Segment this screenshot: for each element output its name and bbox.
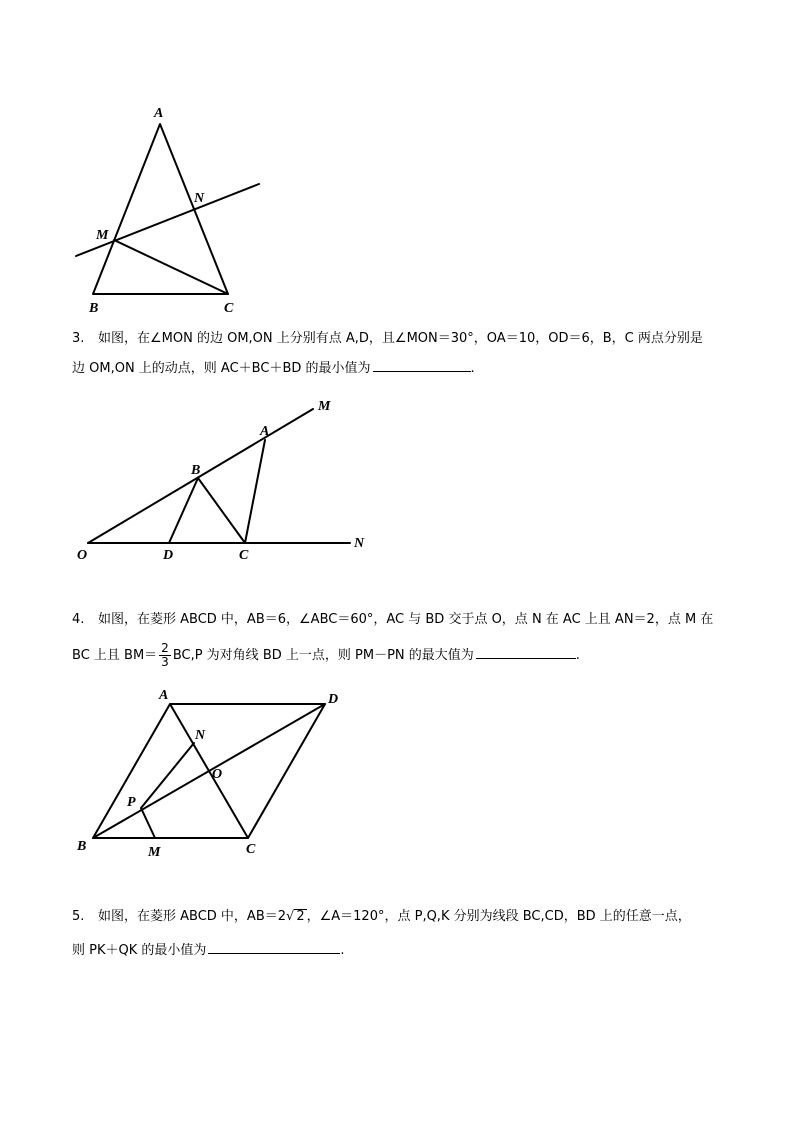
question-5-text-1a: 如图，在菱形 ABCD 中，AB＝2 [98,909,287,924]
label-m: M [148,845,161,860]
segment-pn [141,743,194,808]
sqrt-argument: 2 [296,909,305,924]
question-number: 4. [72,612,85,627]
rhombus-abcd [93,704,325,838]
label-n: N [194,191,205,206]
question-3-line-1 [72,324,732,354]
segment-mc [114,240,228,294]
question-5-line-1 [72,902,732,932]
question-4-text-2a: BC 上且 BM＝ [72,648,158,663]
segment-bc [198,478,245,543]
triangle-abc [93,124,228,294]
label-c: C [246,842,256,857]
sqrt-symbol: √ [286,909,295,924]
fraction-denominator: 3 [161,655,169,669]
label-b: B [77,839,87,854]
period: . [470,361,475,376]
question-number: 3. [72,331,85,346]
line-mn [76,184,259,256]
period: . [575,648,580,663]
label-o: O [212,767,223,782]
label-a: A [159,688,169,703]
label-b: B [191,463,201,478]
ray-om [88,409,313,543]
diagonal-ac [170,704,248,838]
label-n: N [195,728,206,743]
answer-blank[interactable] [476,644,576,659]
label-n: N [354,536,365,551]
question-3 [72,324,732,384]
diagonal-bd [93,704,325,838]
segment-bd [169,478,198,543]
period: . [340,943,345,958]
label-m: M [96,228,109,243]
question-5-text-2: 则 PK＋QK 的最小值为 [72,943,207,958]
segment-pm [141,808,155,838]
question-4-text-1: 如图，在菱形 ABCD 中，AB＝6，∠ABC＝60°，AC 与 BD 交于点 O，点 N 在 AC 上且 AN＝2，点 M 在 [98,612,714,627]
question-5-text-1b: ，∠A＝120°，点 P,Q,K 分别为线段 BC,CD，BD 上的任意一点， [306,909,691,924]
label-m: M [318,399,331,414]
label-a: A [154,106,164,121]
question-4 [72,605,732,671]
label-c: C [239,548,249,563]
label-a: A [260,424,270,439]
question-4-text-2b: BC,P 为对角线 BD 上一点，则 PM－PN 的最大值为 [172,648,474,663]
answer-blank[interactable] [208,939,340,954]
figure-1-triangle [0,0,794,330]
question-5 [72,902,732,966]
segment-ac [245,440,265,543]
fraction-two-thirds [159,642,171,669]
label-d: D [163,548,174,563]
label-p: P [127,795,136,810]
question-3-text-2: 边 OM,ON 上的动点，则 AC＋BC＋BD 的最小值为 [72,361,371,376]
question-number: 5. [72,909,85,924]
question-4-line-1 [72,605,732,635]
question-3-line-2 [72,354,732,384]
fraction-numerator: 2 [161,641,169,655]
label-c: C [224,301,234,316]
answer-blank[interactable] [373,357,471,372]
label-d: D [328,692,339,707]
label-o: O [77,548,88,563]
question-4-line-2 [72,641,732,671]
question-3-text-1: 如图，在∠MON 的边 OM,ON 上分别有点 A,D，且∠MON＝30°，OA＝10，OD＝6，B，C 两点分别是 [98,331,703,346]
question-5-line-2 [72,936,732,966]
label-b: B [89,301,99,316]
